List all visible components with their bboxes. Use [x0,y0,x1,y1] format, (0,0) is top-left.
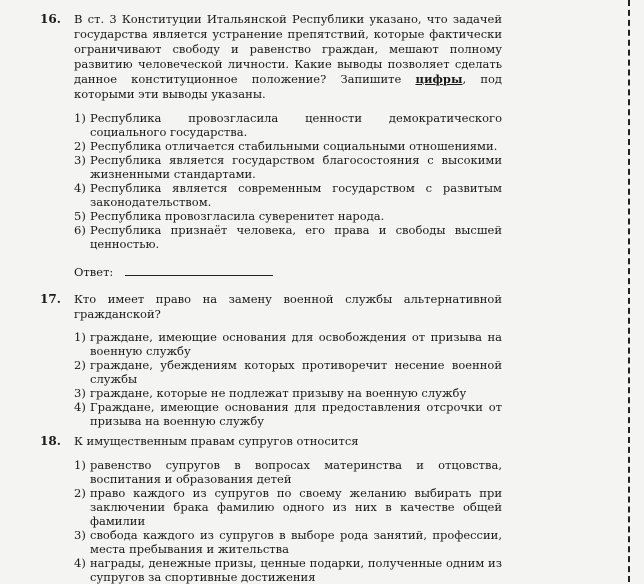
cut-line [628,0,630,582]
emphasis-digits: цифры [415,72,463,86]
options-list [74,330,502,428]
question-text: В ст. 3 Конституции Итальянской Республики указано, что задачей государства является устранение препятствий, которые фактически ограничивают свободу и равенство граждан, мешают полному развитию человеческой личности. Какие выводы позволяет сделать данное конституционное положение? Запишите цифры, под которыми эти выводы указаны. [74,12,502,101]
option: 2) право каждого из супругов по своему желанию выбирать при заключении брака фамилию одного из них в качестве общей фамилии [74,486,502,528]
answer-label: Ответ: [74,265,114,279]
option: 4) Республика является современным государством с развитым законодательством. [74,181,502,209]
option: 3) граждане, которые не подлежат призыву на военную службу [74,386,467,400]
option: 1) равенство супругов в вопросах материнства и отцовства, воспитания и образования детей [74,458,502,486]
question-text: Кто имеет право на замену военной службы альтернативной гражданской? [74,292,502,321]
option: 1) граждане, имеющие основания для освобождения от призыва на военную службу [74,330,502,358]
question-text: К имущественным правам супругов относится [74,434,359,448]
question-18 [0,434,620,584]
option: 2) Республика отличается стабильными социальными отношениями. [74,139,498,153]
question-16 [0,12,620,280]
option: 2) граждане, убеждениям которых противоречит несение военной службы [74,358,502,386]
options-list [74,458,502,584]
option: 3) свобода каждого из супругов в выборе рода занятий, профессии, места пребывания и жительства [74,528,502,556]
option: 6) Республика признаёт человека, его права и свободы высшей ценностью. [74,223,502,251]
option: 3) Республика является государством благосостояния с высокими жизненными стандартами. [74,153,502,181]
question-17 [0,292,620,428]
question-number: 18. [40,434,61,448]
options-list [74,111,502,251]
answer-row [74,265,620,280]
option: 4) Граждане, имеющие основания для предоставления отсрочки от призыва на военную службу [74,400,502,428]
option: 4) награды, денежные призы, ценные подарки, полученные одним из супругов за спортивные достижения [74,556,502,584]
answer-field[interactable] [125,265,273,276]
question-number: 16. [40,12,61,26]
option: 5) Республика провозгласила суверенитет народа. [74,209,385,223]
option: 1) Республика провозгласила ценности демократического социального государства. [74,111,502,139]
question-number: 17. [40,292,61,306]
